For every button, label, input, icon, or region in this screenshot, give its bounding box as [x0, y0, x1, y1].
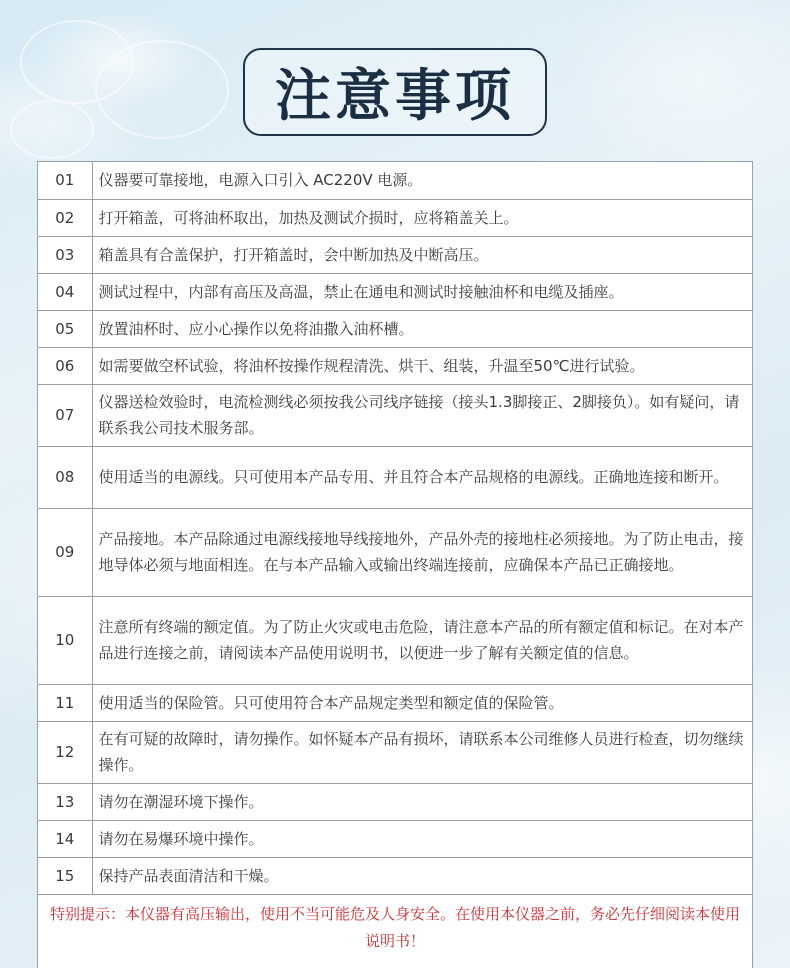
safety-warning: 特别提示：本仪器有高压输出，使用不当可能危及人身安全。在使用本仪器之前，务必先仔细阅读本使用说明书！	[49, 905, 740, 950]
table-row	[38, 347, 752, 384]
row-text: 产品接地。本产品除通过电源线接地导线接地外，产品外壳的接地柱必须接地。为了防止电击，接地导体必须与地面相连。在与本产品输入或输出终端连接前，应确保本产品已正确接地。	[92, 508, 752, 596]
row-number: 11	[38, 684, 92, 721]
row-text: 使用适当的电源线。只可使用本产品专用、并且符合本产品规格的电源线。正确地连接和断开。	[92, 446, 752, 508]
table-row	[38, 508, 752, 596]
row-text: 请勿在潮湿环境下操作。	[92, 783, 752, 820]
notes-table-panel	[37, 161, 753, 968]
row-number: 09	[38, 508, 92, 596]
decor-bubble	[95, 40, 229, 139]
row-text: 注意所有终端的额定值。为了防止火灾或电击危险，请注意本产品的所有额定值和标记。在对本产品进行连接之前，请阅读本产品使用说明书，以便进一步了解有关额定值的信息。	[92, 596, 752, 684]
row-number: 14	[38, 820, 92, 857]
row-text: 仪器送检效验时，电流检测线必须按我公司线序链接（接头1.3脚接正、2脚接负）。如有疑问，请联系我公司技术服务部。	[92, 384, 752, 446]
notes-table	[38, 162, 752, 895]
row-text: 打开箱盖，可将油杯取出，加热及测试介损时，应将箱盖关上。	[92, 199, 752, 236]
row-text: 使用适当的保险管。只可使用符合本产品规定类型和额定值的保险管。	[92, 684, 752, 721]
table-row	[38, 684, 752, 721]
table-row	[38, 310, 752, 347]
row-number: 05	[38, 310, 92, 347]
table-row	[38, 236, 752, 273]
table-row	[38, 721, 752, 783]
row-number: 06	[38, 347, 92, 384]
table-row	[38, 820, 752, 857]
row-number: 08	[38, 446, 92, 508]
table-row	[38, 162, 752, 199]
row-text: 请勿在易爆环境中操作。	[92, 820, 752, 857]
row-text: 箱盖具有合盖保护，打开箱盖时，会中断加热及中断高压。	[92, 236, 752, 273]
row-number: 13	[38, 783, 92, 820]
row-number: 02	[38, 199, 92, 236]
table-row	[38, 596, 752, 684]
row-number: 12	[38, 721, 92, 783]
table-row	[38, 199, 752, 236]
row-number: 01	[38, 162, 92, 199]
row-number: 07	[38, 384, 92, 446]
row-text: 如需要做空杯试验，将油杯按操作规程清洗、烘干、组装，升温至50℃进行试验。	[92, 347, 752, 384]
table-row	[38, 273, 752, 310]
table-row	[38, 446, 752, 508]
page-title-box	[243, 48, 547, 136]
row-text: 仪器要可靠接地，电源入口引入 AC220V 电源。	[92, 162, 752, 199]
table-row	[38, 783, 752, 820]
page-title: 注意事项	[275, 64, 515, 129]
row-number: 15	[38, 857, 92, 894]
row-number: 04	[38, 273, 92, 310]
row-number: 03	[38, 236, 92, 273]
table-row	[38, 857, 752, 894]
row-text: 在有可疑的故障时，请勿操作。如怀疑本产品有损坏，请联系本公司维修人员进行检查，切勿继续操作。	[92, 721, 752, 783]
decor-bubble	[10, 100, 94, 159]
row-text: 测试过程中，内部有高压及高温，禁止在通电和测试时接触油杯和电缆及插座。	[92, 273, 752, 310]
row-text: 放置油杯时、应小心操作以免将油撒入油杯槽。	[92, 310, 752, 347]
table-row	[38, 384, 752, 446]
row-number: 10	[38, 596, 92, 684]
row-text: 保持产品表面清洁和干燥。	[92, 857, 752, 894]
